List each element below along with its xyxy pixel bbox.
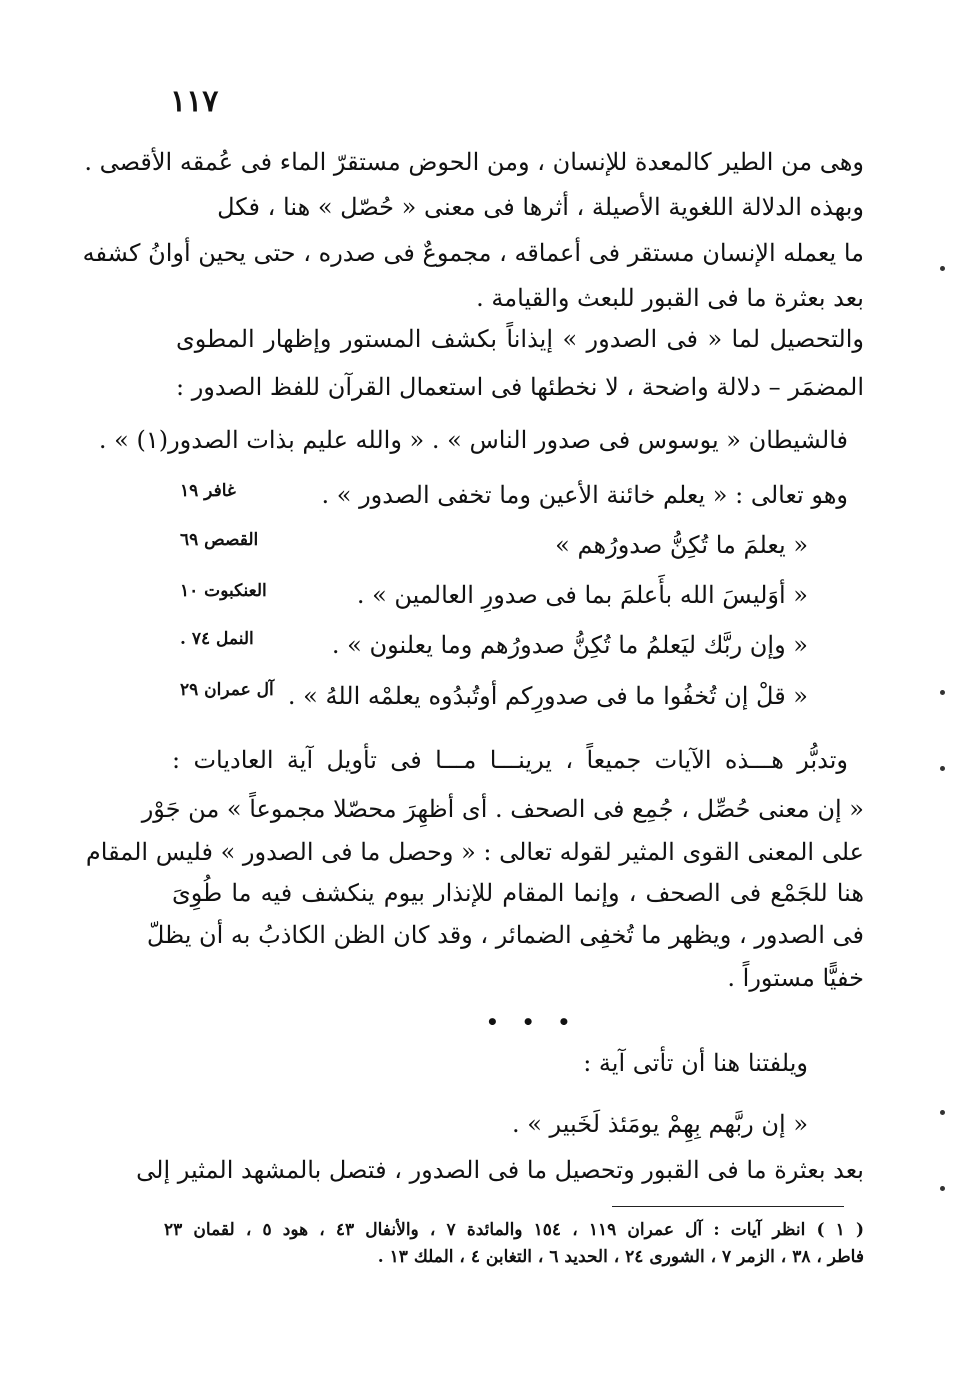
paragraph-4-line-1: فالشيطان « يوسوس فى صدور الناس » . « والله عليم بذات الصدور(١) » . <box>98 426 848 454</box>
paragraph-1-line-1: وهى من الطير كالمعدة للإنسان ، ومن الحوض مستقرّ الماء فى عُمقه الأقصى . <box>84 148 864 176</box>
footnote-rule <box>612 1206 844 1207</box>
paragraph-5-line-6: خفيًّا مستوراً . <box>727 964 864 992</box>
page-number: ١١٧ <box>170 84 219 119</box>
verse-1-reference: غافر ١٩ <box>180 481 236 501</box>
paragraph-5-line-2: « إن معنى حُصِّل ، جُمِع فى الصحف . أى أظهِرَ محصّلا مجموعاً » من جَوْر <box>141 795 864 823</box>
paragraph-2-line-3: بعد بعثرة ما فى القبور للبعث والقيامة . <box>476 284 864 312</box>
paragraph-5-line-3: على المعنى القوى المثير لقوله تعالى : « وحصل ما فى الصدور » فليس المقام <box>85 838 864 866</box>
footnote-line-1: ( ١ ) انظر آيات : آل عمران ١١٩ ، ١٥٤ والمائدة ٧ ، والأنفال ٤٣ ، هود ٥ ، لقمان ٢٣ <box>164 1220 865 1240</box>
verse-1: وهو تعالى : « يعلم خائنة الأعين وما تخفى الصدور » . <box>321 481 848 509</box>
paragraph-5-line-5: فى الصدور ، ويظهر ما تُخفِى الضمائر ، وقد كان الظن الكاذبُ به أن يظلّ <box>146 921 864 949</box>
margin-speck <box>940 266 945 271</box>
paragraph-3-line-2: المضمَر – دلالة واضحة ، لا نخطئها فى استعمال القرآن للفظ الصدور : <box>176 373 864 401</box>
paragraph-2-line-2: ما يعمله الإنسان مستقر فى أعماقه ، مجموعٌ فى صدره ، حتى يحين أوانُ كشفه <box>82 239 864 267</box>
paragraph-6-line-3: بعد بعثرة ما فى القبور وتحصيل ما فى الصدور ، فتصل بالمشهد المثير إلى <box>136 1156 864 1184</box>
verse-3-reference: العنكبوت ١٠ <box>180 581 267 601</box>
section-separator: • • • <box>486 1010 579 1034</box>
margin-speck <box>940 1186 945 1191</box>
footnote-line-2: فاطر ، ٣٨ ، الزمر ٧ ، الشورى ٢٤ ، الحديد ٦ ، التغابن ٤ ، الملك ١٣ . <box>377 1247 864 1267</box>
verse-3: « أوَليسَ الله بأَعلمَ بما فى صدورِ العالمين » . <box>356 581 808 609</box>
verse-5: « قلْ إن تُخفُوا ما فى صدورِكم أوتُبدُوه يعلمْه اللهُ » . <box>287 682 808 710</box>
margin-speck <box>940 766 945 771</box>
margin-speck <box>940 690 945 695</box>
verse-2-reference: القصص ٦٩ <box>180 530 259 550</box>
paragraph-6-line-1: ويلفتنا هنا أن تأتى آية : <box>583 1049 808 1077</box>
paragraph-5-line-1: وتدبُّر هـــذه الآيات جميعاً ، يرينـــا مـــا فى تأويل آية العاديات : <box>172 746 848 774</box>
paragraph-2-line-1: وبهذه الدلالة اللغوية الأصيلة ، أثرها فى معنى « حُصّل » هنا ، فكل <box>217 193 864 221</box>
margin-speck <box>940 1110 945 1115</box>
paragraph-6-quote: « إن ربَّهم بِهِمْ يومَئذ لَخَبير » . <box>511 1110 808 1138</box>
verse-2: « يعلمَ ما تُكِنُّ صدورُهم » <box>555 531 808 559</box>
verse-5-reference: آل عمران ٢٩ <box>180 680 274 700</box>
paragraph-3-line-1: والتحصيل لما « فى الصدور » إيذاناً بكشف المستور وإظهار المطوى <box>176 325 864 353</box>
paragraph-5-line-4: هنا للجَمْع فى الصحف ، وإنما المقام للإنذار بيوم ينكشف فيه ما طُوِىَ <box>172 879 864 907</box>
verse-4-reference: النمل ٧٤ . <box>180 629 254 649</box>
verse-4: « وإن ربَّك ليَعلمُ ما تُكِنُّ صدورُهم وما يعلنون » . <box>331 631 808 659</box>
